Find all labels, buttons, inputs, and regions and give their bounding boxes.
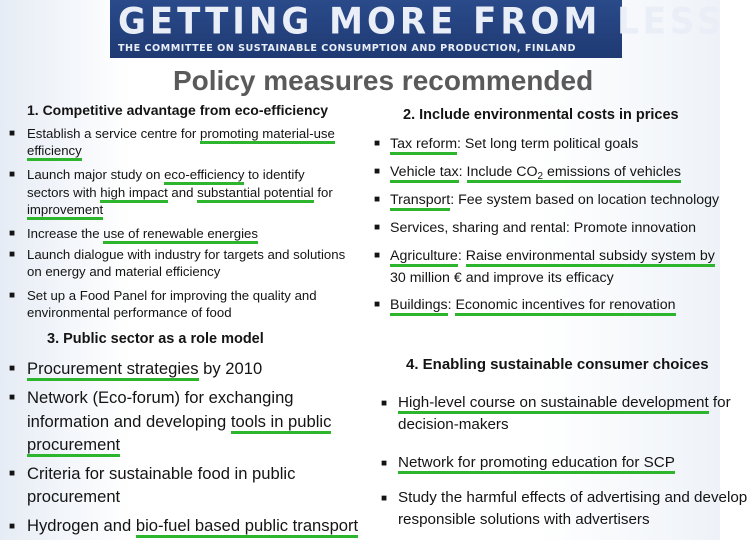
list-item-continuation (27, 410, 331, 434)
list-item (27, 357, 262, 381)
highlighted-text (467, 164, 682, 183)
highlighted-text: Network for promoting education for SCP (398, 454, 675, 474)
highlighted-text: Agriculture (390, 248, 458, 267)
item-text: Include CO (466, 164, 538, 180)
highlighted-text: substantial potential (197, 185, 314, 203)
bullet-icon: ■ (9, 249, 16, 260)
bullet-icon: ■ (374, 299, 381, 310)
page-title: Policy measures recommended (173, 65, 594, 96)
header-banner (110, 0, 726, 58)
highlighted-text: eco-efficiency (164, 167, 244, 185)
list-item-continuation: environmental performance of food (27, 305, 232, 320)
bullet-icon: ■ (374, 166, 381, 177)
list-item (398, 392, 731, 414)
highlighted-text: high impact (100, 185, 167, 203)
list-item-continuation (27, 201, 103, 218)
item-text: emissions of vehicles (543, 164, 682, 180)
item-text: : (447, 297, 456, 313)
list-item: Services, sharing and rental: Promote innovation (390, 220, 696, 236)
list-item (398, 452, 675, 474)
list-item (27, 125, 335, 142)
list-item-continuation (27, 142, 82, 159)
item-text: for (708, 394, 731, 411)
item-text: sectors with (27, 185, 101, 200)
bullet-icon: ■ (381, 493, 388, 504)
item-text: : Fee system based on location technology (450, 192, 720, 208)
item-text: information and developing (27, 412, 231, 431)
bullet-icon: ■ (374, 194, 381, 205)
list-item-continuation (27, 184, 333, 201)
section-title: 4. Enabling sustainable consumer choices (406, 356, 709, 373)
highlighted-text: Transport (390, 192, 450, 211)
list-item-continuation: responsible solutions with advertisers (398, 511, 650, 528)
highlighted-text: efficiency (27, 143, 82, 161)
item-text: Establish a service centre for (27, 126, 200, 141)
bullet-icon: ■ (374, 222, 381, 233)
item-text: for (313, 185, 333, 200)
bullet-icon: ■ (381, 398, 388, 409)
highlighted-text: Vehicle tax (390, 164, 459, 183)
highlighted-text: bio-fuel based public transport (136, 516, 358, 538)
item-text: : Set long term political goals (457, 136, 639, 152)
bullet-icon: ■ (9, 128, 16, 139)
list-item (390, 190, 719, 211)
bullet-icon: ■ (9, 290, 16, 301)
list-item: Criteria for sustainable food in public (27, 464, 296, 483)
highlighted-text: improvement (27, 202, 103, 220)
highlighted-text: Buildings (390, 297, 448, 316)
bullet-icon: ■ (374, 138, 381, 149)
list-item (27, 166, 305, 183)
list-item-continuation: procurement (27, 487, 121, 506)
list-item-continuation: 30 million € and improve its efficacy (390, 270, 614, 286)
list-item-continuation: on energy and material efficiency (27, 264, 221, 279)
highlighted-text: Procurement strategies (27, 359, 199, 381)
bullet-icon: ■ (9, 392, 16, 403)
item-text: Increase the (27, 226, 104, 241)
highlighted-text: Economic incentives for renovation (455, 297, 675, 316)
subscript: 2 (537, 171, 544, 182)
item-text: by 2010 (198, 359, 263, 378)
list-item-continuation (27, 433, 120, 457)
bullet-icon: ■ (381, 458, 388, 469)
item-text: : (457, 248, 466, 264)
list-item (390, 246, 715, 267)
list-item: Study the harmful effects of advertising and develop (398, 489, 747, 506)
list-item (390, 162, 681, 187)
highlighted-text: use of renewable energies (103, 226, 258, 244)
list-item (27, 225, 258, 242)
banner-subtitle: THE COMMITTEE ON SUSTAINABLE CONSUMPTION AND PRODUCTION, FINLAND (118, 43, 577, 54)
list-item (27, 514, 358, 538)
highlighted-text: promoting material-use (200, 126, 335, 144)
list-item: Launch dialogue with industry for targets and solutions (27, 247, 346, 262)
bullet-icon: ■ (9, 169, 16, 180)
bullet-icon: ■ (374, 250, 381, 261)
banner-title: GETTING MORE FROM LESS (118, 0, 726, 44)
bullet-icon: ■ (9, 468, 16, 479)
list-item-continuation: decision-makers (398, 416, 509, 433)
list-item: Network (Eco-forum) for exchanging (27, 388, 294, 407)
section-title: 2. Include environmental costs in prices (403, 107, 679, 123)
item-text: Launch major study on (27, 167, 165, 182)
item-text: and (167, 185, 198, 200)
list-item: Set up a Food Panel for improving the quality and (27, 288, 317, 303)
section-title: 1. Competitive advantage from eco-efficiency (27, 102, 329, 118)
highlighted-text: Tax reform (390, 136, 457, 155)
section-title: 3. Public sector as a role model (47, 331, 264, 347)
item-text: to identify (244, 167, 305, 182)
highlighted-text: tools in public (231, 412, 332, 434)
bullet-icon: ■ (9, 521, 16, 532)
list-item (390, 134, 638, 155)
list-item (390, 295, 676, 316)
item-text: : (458, 164, 467, 180)
bullet-icon: ■ (9, 363, 16, 374)
item-text: Hydrogen and (27, 516, 136, 535)
highlighted-text: Raise environmental subsidy system by (466, 248, 715, 267)
bullet-icon: ■ (9, 228, 16, 239)
highlighted-text: procurement (27, 435, 120, 457)
highlighted-text: High-level course on sustainable development (398, 394, 709, 414)
